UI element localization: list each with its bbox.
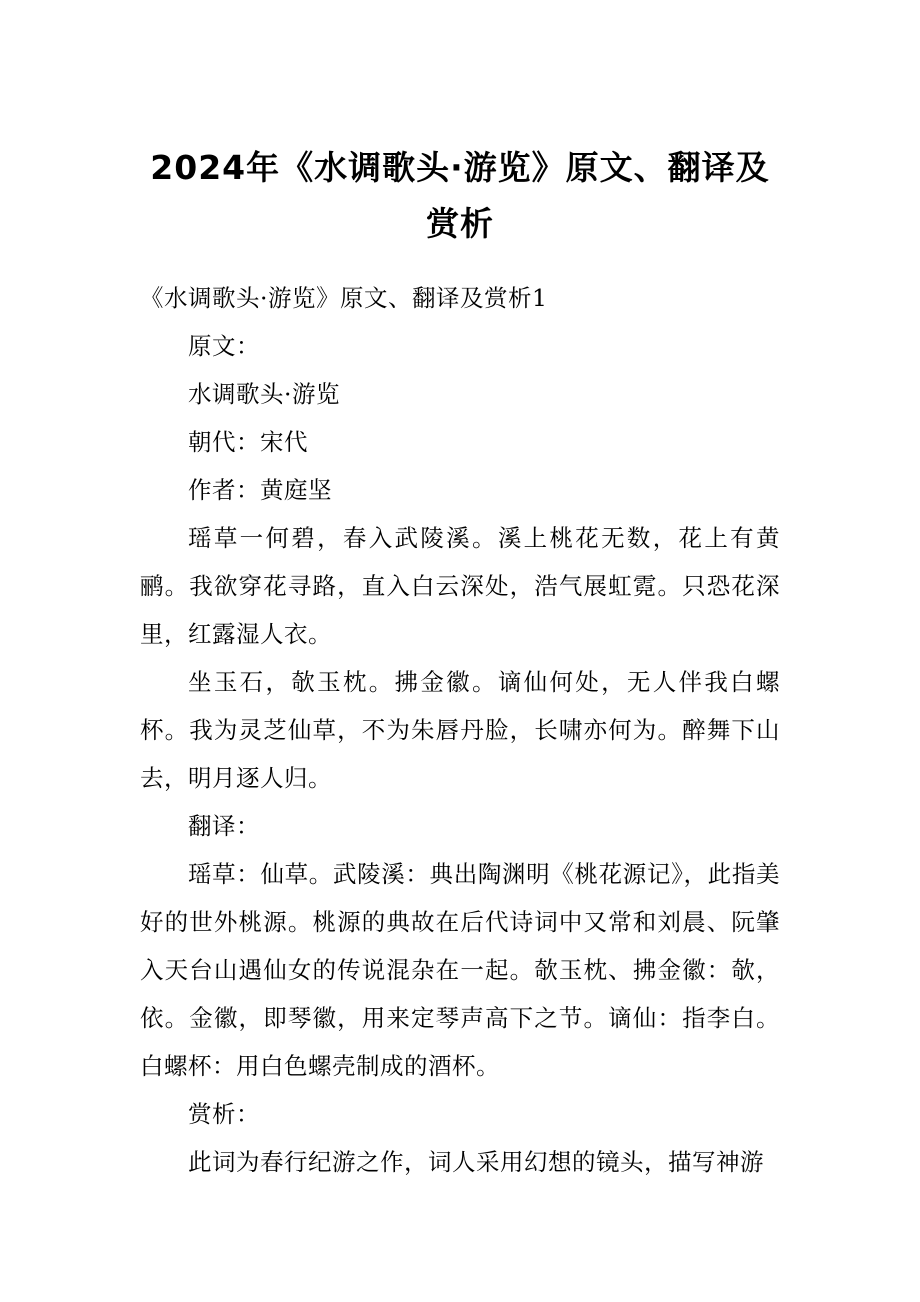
poem-title: 水调歌头·游览 [188,380,340,408]
section-heading: 《水调歌头·游览》原文、翻译及赏析1 [140,284,548,312]
dynasty-line: 朝代：宋代 [188,428,308,456]
poem-stanza-1: 瑶草一何碧，春入武陵溪。溪上桃花无数，花上有黄鹂。我欲穿花寻路，直入白云深处，浩气展虹霓。只恐花深里，红露湿人衣。 [140,524,780,648]
document-body [140,274,780,1186]
original-label: 原文： [188,332,260,360]
appreciation-label: 赏析： [188,1100,260,1128]
document-title: 2024年《水调歌头·游览》原文、翻译及赏析 [150,148,770,243]
appreciation-text: 此词为春行纪游之作，词人采用幻想的镜头，描写神游 [188,1148,764,1176]
translation-label: 翻译： [188,812,260,840]
author-line: 作者：黄庭坚 [188,476,332,504]
translation-text: 瑶草：仙草。武陵溪：典出陶渊明《桃花源记》，此指美好的世外桃源。桃源的典故在后代诗词中又常和刘晨、阮肇入天台山遇仙女的传说混杂在一起。欹玉枕、拂金徽：欹，依。金徽，即琴徽，用来定琴声高下之节。谪仙：指李白。白螺杯：用白色螺壳制成的酒杯。 [140,860,780,1080]
poem-stanza-2: 坐玉石，欹玉枕。拂金徽。谪仙何处，无人伴我白螺杯。我为灵芝仙草，不为朱唇丹脸，长啸亦何为。醉舞下山去，明月逐人归。 [140,668,780,792]
